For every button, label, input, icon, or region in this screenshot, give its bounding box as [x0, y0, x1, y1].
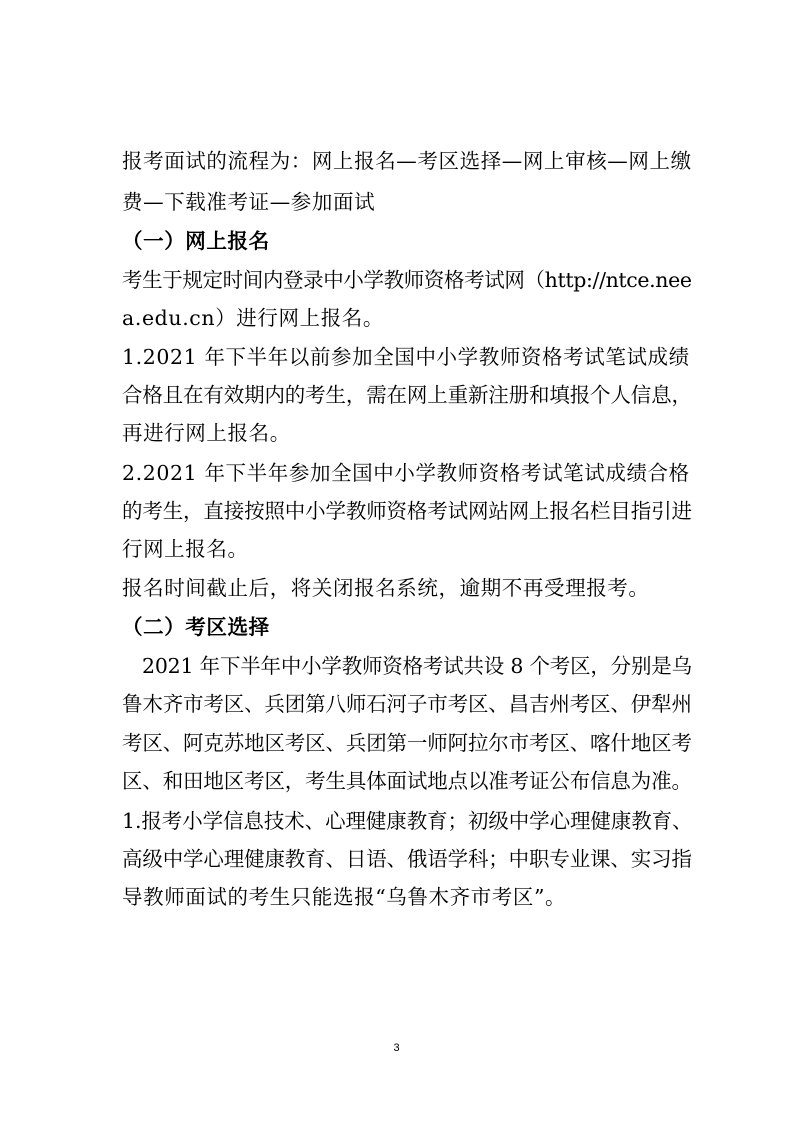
section2-item1-line-3: 导教师面试的考生只能选报“乌鲁木齐市考区”。 [122, 885, 567, 909]
section1-item2-line-3: 行网上报名。 [122, 537, 249, 561]
section2-item1-line-2: 高级中学心理健康教育、日语、俄语学科；中职专业课、实习指 [122, 847, 692, 871]
section1-paragraph-line-1: 考生于规定时间内登录中小学教师资格考试网（http://ntce.nee [122, 268, 692, 292]
section1-closing-line: 报名时间截止后，将关闭报名系统，逾期不再受理报考。 [122, 576, 650, 600]
section1-item2-line-1: 2.2021 年下半年参加全国中小学教师资格考试笔试成绩合格 [122, 461, 690, 485]
section2-paragraph-line-1: 2021 年下半年中小学教师资格考试共设 8 个考区，分别是乌 [142, 654, 692, 678]
section1-paragraph-line-2: a.edu.cn）进行网上报名。 [122, 306, 384, 330]
section2-paragraph-line-2: 鲁木齐市考区、兵团第八师石河子市考区、昌吉州考区、伊犁州 [122, 692, 692, 716]
section1-item1-line-1: 1.2021 年下半年以前参加全国中小学教师资格考试笔试成绩 [122, 345, 690, 369]
section1-item1-line-2: 合格且在有效期内的考生，需在网上重新注册和填报个人信息， [122, 383, 692, 407]
section-heading-online-registration: （一）网上报名 [122, 229, 270, 253]
intro-line-2: 费—下载准考证—参加面试 [122, 190, 376, 214]
section2-paragraph-line-3: 考区、阿克苏地区考区、兵团第一师阿拉尔市考区、喀什地区考 [122, 731, 692, 755]
page-number: 3 [393, 1042, 400, 1054]
section-heading-exam-area: （二）考区选择 [122, 615, 270, 639]
section1-item1-line-3: 再进行网上报名。 [122, 421, 291, 445]
section2-item1-line-1: 1.报考小学信息技术、心理健康教育；初级中学心理健康教育、 [122, 809, 693, 833]
section2-paragraph-line-4: 区、和田地区考区，考生具体面试地点以准考证公布信息为准。 [122, 769, 692, 793]
section1-item2-line-2: 的考生，直接按照中小学教师资格考试网站网上报名栏目指引进 [122, 499, 692, 523]
intro-line-1: 报考面试的流程为：网上报名—考区选择—网上审核—网上缴 [122, 149, 692, 173]
